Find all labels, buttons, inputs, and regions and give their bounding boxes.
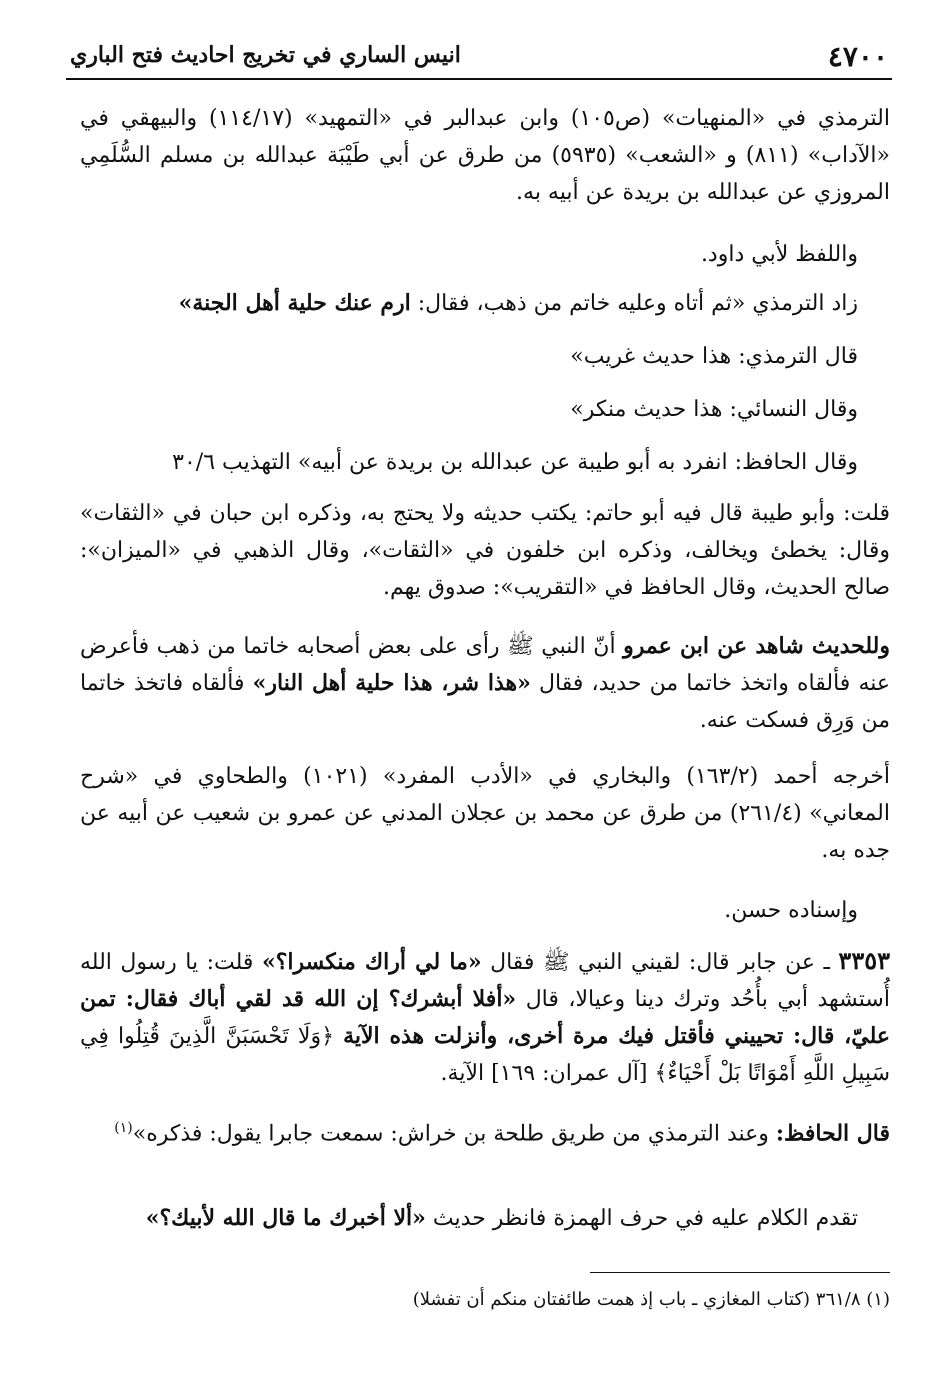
bold-quote: «ألا أخبرك ما قال الله لأبيك؟» (145, 1205, 426, 1231)
bold-quote: «ما لي أراك منكسرا؟» (261, 949, 482, 975)
paragraph-hafiz-ruling: وقال الحافظ: انفرد به أبو طيبة عن عبدالله بن بريدة عن أبيه» التهذيب ٣٠/٦ (172, 450, 858, 475)
paragraph-isnad-grade: وإسناده حسن. (724, 898, 858, 923)
text-span: ـ عن جابر قال: لقيني النبي ﷺ فقال (481, 950, 839, 975)
bold-quote: «هذا شر، هذا حلية أهل النار» (252, 670, 531, 696)
text-span: زاد الترمذي «ثم أتاه وعليه خاتم من ذهب، فقال: (410, 291, 858, 316)
quran-verse: ﴿وَلَا تَحْسَبَنَّ الَّذِينَ قُتِلُوا فِي سَبِيلِ اللَّهِ أَمْوَاتًا بَلْ أَحْيَاءٌ﴾ (80, 1024, 890, 1086)
footnote-marker: (١) (114, 1120, 133, 1136)
paragraph-narrator-assessment: قلت: وأبو طيبة قال فيه أبو حاتم: يكتب حديثه ولا يحتج به، وذكره ابن حبان في «الثقات» وقال: يخطئ ويخالف، وذكره ابن خلفون في «الثقات»، وقال الذهبي في «الميزان»: صالح الحديث، وقال الحافظ في «التقريب»: صدوق يهم. (80, 501, 890, 600)
verse-reference: [آل عمران: ١٦٩] الآية. (440, 1061, 655, 1086)
paragraph-tirmidhi-addition (80, 285, 858, 322)
text-span: وعند الترمذي من طريق طلحة بن خراش: سمعت جابرا يقول: فذكره» (132, 1121, 776, 1147)
paragraph-sources: الترمذي في «المنهيات» (ص١٠٥) وابن عبدالبر في «التمهيد» (١١٤/١٧) والبيهقي في «الآداب» (٨١١) و «الشعب» (٥٩٣٥) من طرق عن أبي طَيْبَة عبدالله بن مسلم السُّلَمِي المروزي عن عبدالله بن بريدة عن أبيه به. (80, 106, 890, 205)
bold-text: قال الحافظ: (775, 1120, 890, 1147)
paragraph-tirmidhi-ruling: قال الترمذي: هذا حديث غريب» (570, 344, 858, 369)
hadith-number: ٣٣٥٣ (838, 946, 890, 975)
text-span: فألقاه فاتخذ خاتما من وَرِق فسكت عنه. (80, 671, 890, 733)
bold-quote: «أفلا أبشرك؟ إن الله قد لقي أباك فقال: تمن عليّ، قال: تحييني فأقتل فيك مرة أخرى، وأنزلت هذه الآية (80, 986, 890, 1049)
paragraph-takhrij: أخرجه أحمد (١٦٣/٢) والبخاري في «الأدب المفرد» (١٠٢١) والطحاوي في «شرح المعاني» (٢٦١/٤) من طرق عن محمد بن عجلان المدني عن عمرو بن شعيب عن أبيه عن جده به. (80, 764, 891, 863)
paragraph-cross-reference (80, 1200, 858, 1237)
text-span: أنّ النبي ﷺ رأى على بعض أصحابه خاتما من ذهب فأعرض عنه فألقاه واتخذ خاتما من حديد، فقال (80, 634, 891, 696)
text-span: قلت: يا رسول الله أُستشهد أبي بأُحُد وترك دينا وعيالا، قال (80, 950, 890, 1012)
running-title: انيس الساري في تخريج احاديث فتح الباري (70, 42, 461, 68)
paragraph-hafiz-comment (80, 1110, 890, 1152)
page-number: ٤٧٠٠ (827, 40, 888, 73)
page-header (66, 34, 892, 80)
text-span: تقدم الكلام عليه في حرف الهمزة فانظر حديث (425, 1206, 858, 1231)
paragraph-nasai-ruling: وقال النسائي: هذا حديث منكر» (570, 397, 858, 422)
paragraph-wording: واللفظ لأبي داود. (700, 242, 858, 267)
paragraph-witness-hadith (80, 628, 890, 739)
footnote: (١) ٣٦١/٨ (كتاب المغازي ـ باب إذ همت طائفتان منكم أن تفشلا) (412, 1289, 890, 1310)
bold-quote: ارم عنك حلية أهل الجنة» (178, 290, 411, 316)
footnote-divider (590, 1272, 890, 1273)
bold-text: وللحديث شاهد عن ابن عمرو (623, 633, 890, 659)
hadith-entry (80, 942, 890, 1092)
